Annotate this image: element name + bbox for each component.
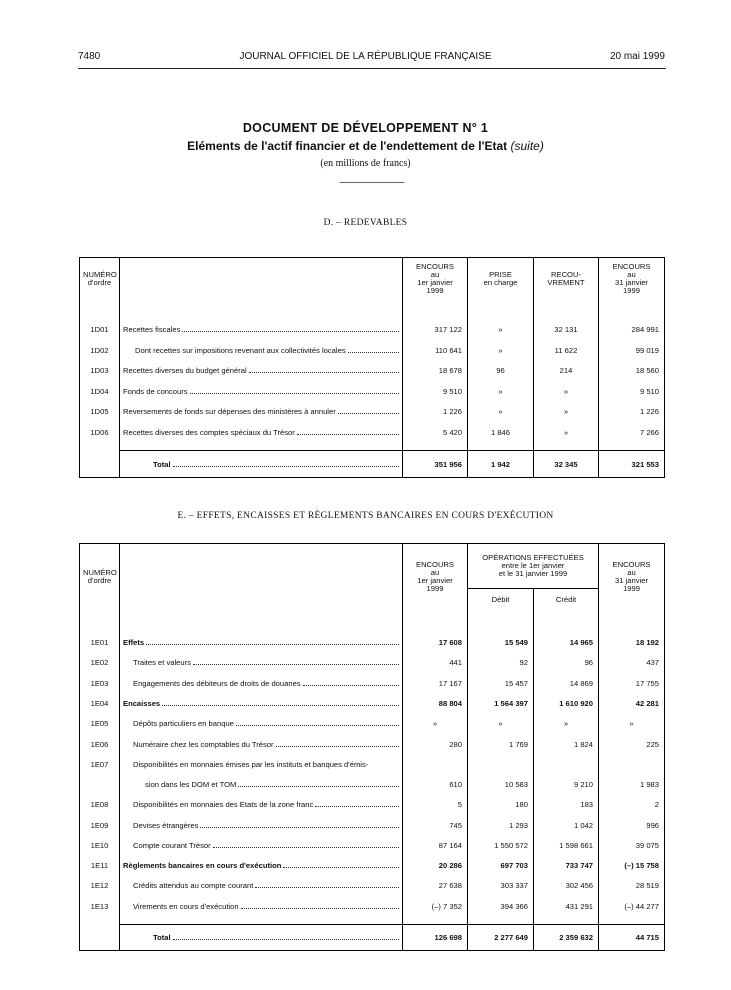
section-e-title: E. – EFFETS, ENCAISSES ET RÈGLEMENTS BANCAIRES EN COURS D'EXÉCUTION <box>177 511 554 521</box>
table-row: 1E10 Compte courant Trésor 87 164 1 550 572 1 598 661 39 075 <box>80 835 665 855</box>
table-row: 1D06 Recettes diverses des comptes spéciaux du Trésor 5 420 1 846 » 7 266 <box>80 422 665 443</box>
header-numero: NUMÉRO d'ordre <box>83 568 117 586</box>
header-encours-fin: ENCOURS au 31 janvier 1999 <box>599 258 665 300</box>
header-prise-en-charge: PRISE en charge <box>468 258 534 300</box>
subtitle-text: Eléments de l'actif financier et de l'endettement de l'Etat <box>187 139 508 153</box>
table-row: 1E09 Devises étrangères 745 1 293 1 042 996 <box>80 815 665 835</box>
publication-date: 20 mai 1999 <box>609 51 665 62</box>
redevables-table <box>79 257 665 478</box>
table-row: 1D03 Recettes diverses du budget général 18 678 96 214 18 560 <box>80 361 665 382</box>
table-header-row <box>80 258 665 300</box>
header-label <box>120 544 403 611</box>
header-encours-fin: ENCOURS au 31 janvier 1999 <box>599 544 665 611</box>
table-row: 1E07 Disponibilités en monnaies émises par les instituts et banques d'émis- <box>80 754 665 774</box>
document-subtitle <box>0 139 731 153</box>
table-row: 1D05 Reversements de fonds sur dépenses des ministères à annuler 1 226 » » 1 226 <box>80 402 665 423</box>
subtitle-suffix: (suite) <box>510 139 544 153</box>
table-header-row <box>80 544 665 589</box>
table-row: 1E04 Encaisses 88 804 1 564 397 1 610 920 42 281 <box>80 693 665 713</box>
table-row: 1E08 Disponibilités en monnaies des Etats de la zone franc 5 180 183 2 <box>80 795 665 815</box>
header-rule <box>78 68 666 69</box>
table-row: 1D04 Fonds de concours 9 510 » » 9 510 <box>80 381 665 402</box>
header-label <box>120 258 403 300</box>
table-row: 1E01 Effets 17 608 15 549 14 965 18 192 <box>80 633 665 653</box>
table-row: 1E05 Dépôts particuliers en banque » » » » <box>80 714 665 734</box>
table-row: 1E12 Crédits attendus au compte courant 27 638 303 337 302 456 28 519 <box>80 876 665 896</box>
table-row: 1E02 Traites et valeurs 441 92 96 437 <box>80 653 665 673</box>
header-operations: OPÉRATIONS EFFECTUÉES entre le 1er janvier et le 31 janvier 1999 <box>468 544 599 589</box>
section-d-title: D. – REDEVABLES <box>323 218 408 228</box>
total-row: Total 351 956 1 942 32 345 321 553 <box>80 451 665 478</box>
document-title: DOCUMENT DE DÉVELOPPEMENT N° 1 <box>242 121 489 135</box>
table-row: 1D01 Recettes fiscales 317 122 » 32 131 284 991 <box>80 320 665 341</box>
header-recouvrement: RECOU- VREMENT <box>534 258 599 300</box>
header-encours-debut: ENCOURS au 1er janvier 1999 <box>403 544 468 611</box>
page-number: 7480 <box>78 51 101 62</box>
header-encours-debut: ENCOURS au 1er janvier 1999 <box>403 258 468 300</box>
header-numero: NUMÉRO d'ordre <box>83 269 117 287</box>
table-row: 1E03 Engagements des débiteurs de droits de douanes 17 167 15 457 14 869 17 755 <box>80 673 665 693</box>
header-credit: Crédit <box>534 589 599 611</box>
table-row: sion dans les DOM et TOM 610 10 583 9 210 1 983 <box>80 774 665 794</box>
title-rule <box>340 182 404 183</box>
effets-table <box>79 543 665 951</box>
total-row: Total 126 698 2 277 649 2 359 632 44 715 <box>80 924 665 950</box>
table-row: 1D02 Dont recettes sur impositions revenant aux collectivités locales 110 641 » 11 622 99 019 <box>80 340 665 361</box>
unit-note: (en millions de francs) <box>320 158 411 169</box>
table-row: 1E06 Numéraire chez les comptables du Trésor 280 1 769 1 824 225 <box>80 734 665 754</box>
table-row: 1E11 Règlements bancaires en cours d'exécution 20 286 697 703 733 747 (–) 15 758 <box>80 855 665 875</box>
table-row: 1E13 Virements en cours d'exécution (–) 7 352 394 366 431 291 (–) 44 277 <box>80 896 665 916</box>
journal-title: JOURNAL OFFICIEL DE LA RÉPUBLIQUE FRANÇAISE <box>239 51 492 62</box>
header-debit: Débit <box>468 589 534 611</box>
